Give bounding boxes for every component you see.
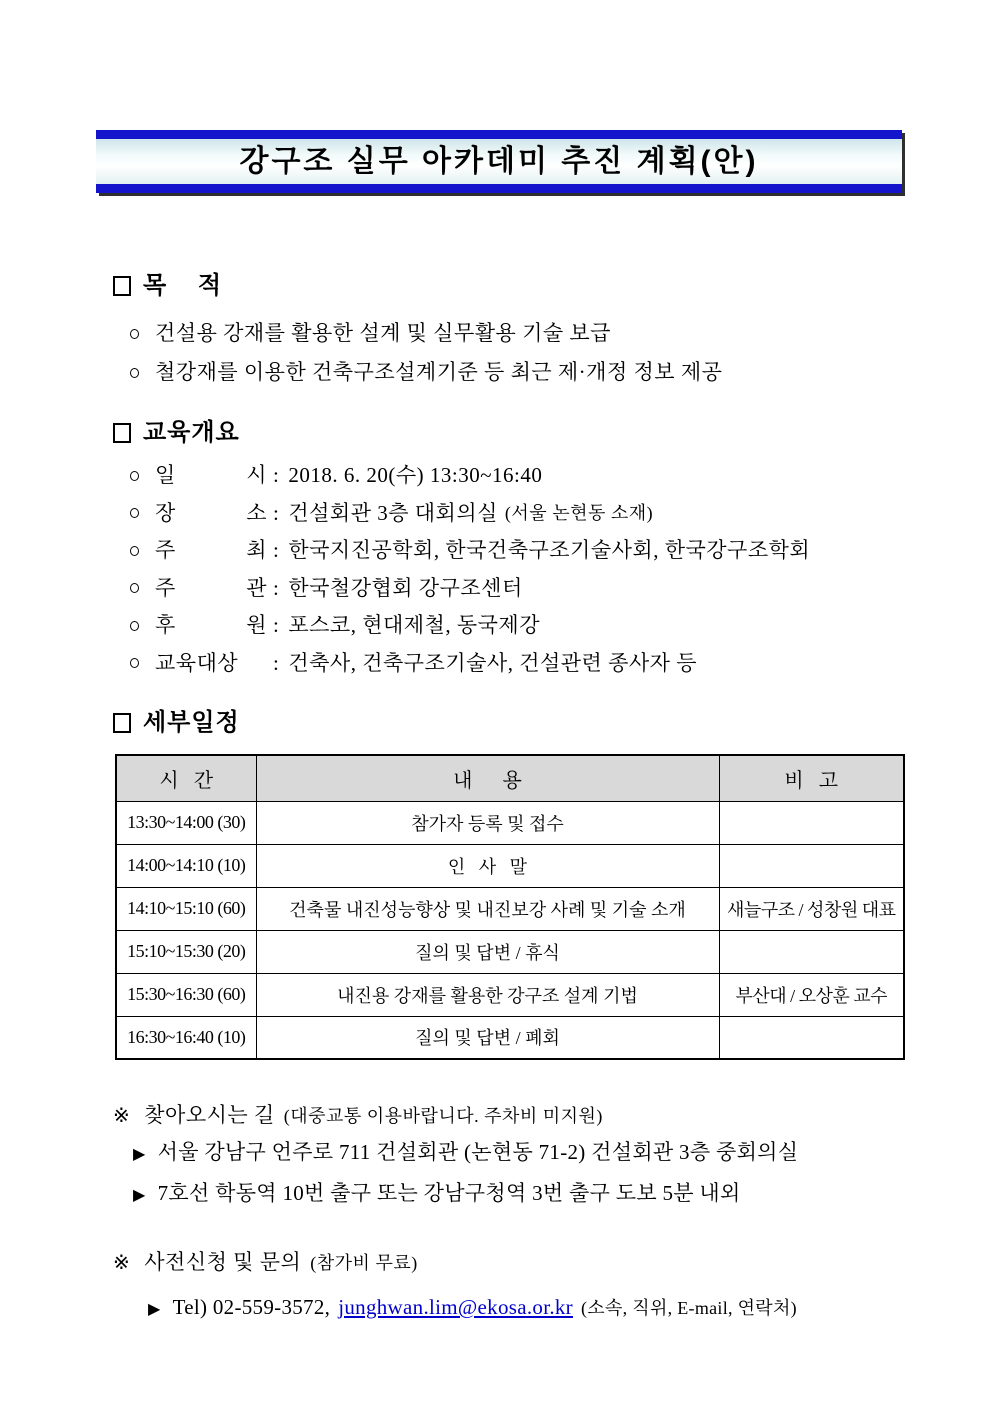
- arrow-right-icon: ▶: [133, 1146, 146, 1163]
- overview-item-date: [130, 457, 992, 495]
- overview-label: 주 관: [155, 575, 267, 600]
- contact-heading: [113, 1245, 992, 1280]
- direction-item-address: [133, 1133, 992, 1174]
- note-cell: [719, 844, 904, 887]
- colon-separator: :: [273, 463, 280, 487]
- directions-heading: [113, 1098, 992, 1133]
- purpose-item: [130, 353, 992, 392]
- overview-note: (서울 논현동 소재): [504, 502, 654, 523]
- overview-value: 2018. 6. 20(수) 13:30~16:40: [288, 463, 543, 487]
- note-cell: 새늘구조 / 성창원 대표: [719, 887, 904, 930]
- schedule-row: [116, 844, 904, 887]
- circle-bullet-icon: [130, 329, 139, 339]
- title-banner: [96, 130, 902, 193]
- direction-item-subway: [133, 1174, 992, 1215]
- time-cell: 13:30~14:00 (30): [116, 801, 256, 844]
- purpose-item: [130, 314, 992, 353]
- content-cell: 건축물 내진성능향상 및 내진보강 사례 및 기술 소개: [256, 887, 719, 930]
- circle-bullet-icon: [130, 583, 139, 593]
- content-cell: 참가자 등록 및 접수: [256, 801, 719, 844]
- time-cell: 15:10~15:30 (20): [116, 930, 256, 973]
- purpose-heading: [113, 271, 992, 301]
- direction-text: 7호선 학동역 10번 출구 또는 강남구청역 3번 출구 도보 5분 내외: [157, 1181, 741, 1205]
- contact-tel: Tel) 02-559-3572,: [172, 1295, 331, 1319]
- time-cell: 14:10~15:10 (60): [116, 887, 256, 930]
- square-bullet-icon: [113, 713, 131, 733]
- circle-bullet-icon: [130, 658, 139, 668]
- directions-title: 찾아오시는 길: [144, 1103, 275, 1127]
- time-cell: 16:30~16:40 (10): [116, 1016, 256, 1059]
- overview-value: 포스코, 현대제철, 동국제강: [288, 613, 540, 637]
- overview-heading: [113, 418, 992, 448]
- colon-separator: :: [273, 538, 280, 562]
- contact-note: (참가비 무료): [310, 1253, 418, 1273]
- schedule-row: [116, 1016, 904, 1059]
- overview-item-audience: [130, 645, 992, 683]
- overview-label: 후 원: [155, 613, 267, 637]
- purpose-heading-label: 목 적: [143, 272, 223, 299]
- arrow-right-icon: ▶: [133, 1187, 146, 1204]
- email-link[interactable]: junghwan.lim@ekosa.or.kr: [338, 1295, 573, 1319]
- schedule-row: [116, 930, 904, 973]
- overview-value: 건설회관 3층 대회의실: [288, 500, 498, 525]
- circle-bullet-icon: [130, 621, 139, 631]
- overview-item-host: [130, 532, 992, 570]
- direction-text: 서울 강남구 언주로 711 건설회관 (논현동 71-2) 건설회관 3층 중회의실: [157, 1140, 799, 1164]
- content-cell: 인 사 말: [256, 844, 719, 887]
- time-cell: 15:30~16:30 (60): [116, 973, 256, 1016]
- content-cell: 질의 및 답변 / 폐회: [256, 1016, 719, 1059]
- note-cell: 부산대 / 오상훈 교수: [719, 973, 904, 1016]
- overview-item-organizer: [130, 570, 992, 608]
- overview-value: 한국철강협회 강구조센터: [288, 575, 523, 600]
- overview-label: 교육대상: [155, 650, 239, 675]
- time-cell: 14:00~14:10 (10): [116, 844, 256, 887]
- colon-separator: :: [273, 613, 280, 637]
- square-bullet-icon: [113, 276, 131, 296]
- square-bullet-icon: [113, 423, 131, 443]
- reference-mark-icon: ※: [113, 1105, 131, 1127]
- contact-tel-line: [148, 1288, 992, 1329]
- schedule-header-note: 비 고: [719, 755, 904, 801]
- schedule-row: [116, 887, 904, 930]
- colon-separator: :: [273, 575, 280, 600]
- content-cell: 질의 및 답변 / 휴식: [256, 930, 719, 973]
- arrow-right-icon: ▶: [148, 1301, 161, 1318]
- purpose-list: [130, 314, 992, 392]
- overview-label: 일 시: [155, 463, 267, 487]
- overview-label: 주 최: [155, 538, 267, 562]
- schedule-heading: [113, 708, 992, 738]
- schedule-table: [115, 754, 905, 1060]
- overview-item-sponsor: [130, 607, 992, 645]
- overview-list: [130, 457, 992, 682]
- overview-item-place: [130, 495, 992, 533]
- circle-bullet-icon: [130, 471, 139, 481]
- colon-separator: :: [273, 500, 280, 525]
- overview-label: 장 소: [155, 500, 267, 525]
- overview-value: 한국지진공학회, 한국건축구조기술사회, 한국강구조학회: [288, 538, 811, 562]
- circle-bullet-icon: [130, 546, 139, 556]
- schedule-header-content: 내 용: [256, 755, 719, 801]
- circle-bullet-icon: [130, 368, 139, 378]
- reference-mark-icon: ※: [113, 1252, 131, 1274]
- note-cell: [719, 1016, 904, 1059]
- note-cell: [719, 930, 904, 973]
- schedule-row: [116, 801, 904, 844]
- schedule-heading-label: 세부일정: [143, 709, 240, 736]
- purpose-item-text: 건설용 강재를 활용한 설계 및 실무활용 기술 보급: [155, 321, 611, 345]
- schedule-header-time: 시 간: [116, 755, 256, 801]
- overview-value: 건축사, 건축구조기술사, 건설관련 종사자 등: [288, 650, 697, 675]
- document-title: 강구조 실무 아카데미 추진 계획(안): [239, 145, 759, 178]
- contact-title: 사전신청 및 문의: [144, 1250, 302, 1274]
- note-cell: [719, 801, 904, 844]
- overview-heading-label: 교육개요: [143, 419, 240, 446]
- purpose-item-text: 철강재를 이용한 건축구조설계기준 등 최근 제·개정 정보 제공: [155, 360, 723, 384]
- schedule-row: [116, 973, 904, 1016]
- schedule-header-row: [116, 755, 904, 801]
- content-cell: 내진용 강재를 활용한 강구조 설계 기법: [256, 973, 719, 1016]
- contact-suffix: (소속, 직위, E-mail, 연락처): [580, 1298, 797, 1318]
- directions-note: (대중교통 이용바랍니다. 주차비 미지원): [283, 1106, 603, 1126]
- circle-bullet-icon: [130, 508, 139, 518]
- colon-separator: :: [273, 650, 280, 675]
